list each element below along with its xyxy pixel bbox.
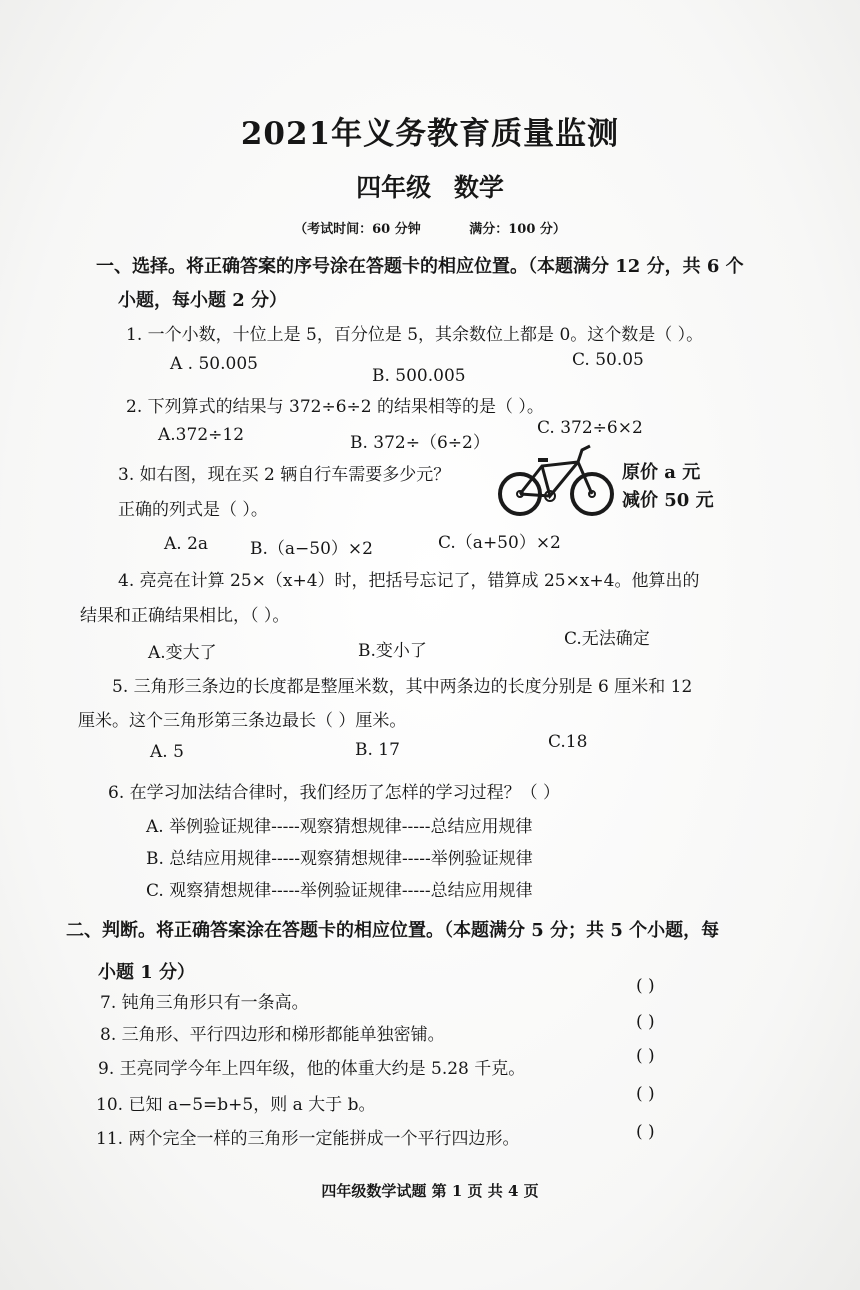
- page-footer: 四年级数学试题 第 1 页 共 4 页: [321, 1182, 539, 1200]
- q3-option-c: C.（a+50）×2: [438, 533, 561, 553]
- judge-item-9: 9. 王亮同学今年上四年级，他的体重大约是 5.28 千克。: [98, 1059, 526, 1079]
- q1-option-b: B. 500.005: [372, 366, 466, 386]
- exam-subtitle: 四年级 数学: [356, 173, 504, 202]
- q5-option-a: A. 5: [150, 742, 184, 762]
- q3-option-a: A. 2a: [164, 534, 209, 554]
- question-2: 2. 下列算式的结果与 372÷6÷2 的结果相等的是（ ）。: [126, 397, 544, 417]
- question-5: 5. 三角形三条边的长度都是整厘米数，其中两条边的长度分别是 6 厘米和 12: [112, 677, 693, 697]
- judge-blank-7: ( ): [636, 976, 655, 996]
- judge-item-11: 11. 两个完全一样的三角形一定能拼成一个平行四边形。: [96, 1129, 520, 1149]
- q6-option-b: B. 总结应用规律-----观察猜想规律-----举例验证规律: [146, 849, 533, 869]
- section1-heading-line2: 小题，每小题 2 分）: [118, 290, 288, 311]
- section1-heading-line1: 一、选择。将正确答案的序号涂在答题卡的相应位置。（本题满分 12 分，共 6 个: [96, 256, 744, 277]
- q4-option-c: C.无法确定: [564, 629, 650, 649]
- judge-blank-10: ( ): [636, 1084, 655, 1104]
- judge-blank-9: ( ): [636, 1046, 655, 1066]
- q6-option-a: A. 举例验证规律-----观察猜想规律-----总结应用规律: [146, 817, 533, 837]
- exam-info: [0, 218, 860, 237]
- judge-item-8: 8. 三角形、平行四边形和梯形都能单独密铺。: [100, 1025, 445, 1045]
- q4-option-a: A.变大了: [148, 643, 217, 663]
- original-price: 原价 a 元: [622, 462, 701, 483]
- question-3: 3. 如右图，现在买 2 辆自行车需要多少元？: [118, 465, 451, 485]
- exam-score: 满分：100 分）: [469, 222, 566, 237]
- bicycle-image: [494, 442, 618, 520]
- question-6: 6. 在学习加法结合律时，我们经历了怎样的学习过程？（ ）: [108, 783, 561, 803]
- q6-option-c: C. 观察猜想规律-----举例验证规律-----总结应用规律: [146, 881, 533, 901]
- q3-option-b: B.（a−50）×2: [250, 539, 373, 559]
- question-4-line2: 结果和正确结果相比，（ ）。: [80, 606, 290, 626]
- judge-blank-8: ( ): [636, 1012, 655, 1032]
- q2-option-a: A.372÷12: [158, 425, 245, 445]
- section2-heading-line2: 小题 1 分）: [98, 962, 196, 983]
- bicycle-icon: [494, 442, 618, 520]
- judge-blank-11: ( ): [636, 1122, 655, 1142]
- q1-option-c: C. 50.05: [572, 350, 644, 370]
- q4-option-b: B.变小了: [358, 641, 427, 661]
- section2-heading-line1: 二、判断。将正确答案涂在答题卡的相应位置。（本题满分 5 分；共 5 个小题，每: [66, 920, 720, 941]
- question-3-line2: 正确的列式是（ ）。: [118, 500, 268, 520]
- q5-option-c: C.18: [548, 732, 588, 752]
- q1-option-a: A . 50.005: [170, 354, 258, 374]
- judge-item-10: 10. 已知 a−5=b+5，则 a 大于 b。: [96, 1095, 376, 1115]
- discount: 减价 50 元: [622, 490, 714, 511]
- q2-option-c: C. 372÷6×2: [537, 418, 643, 438]
- judge-item-7: 7. 钝角三角形只有一条高。: [100, 993, 309, 1013]
- question-5-line2: 厘米。这个三角形第三条边最长（ ）厘米。: [78, 711, 407, 731]
- question-1: 1. 一个小数，十位上是 5，百分位是 5，其余数位上都是 0。这个数是（ ）。: [126, 325, 704, 345]
- exam-time: （考试时间：60 分钟: [294, 222, 421, 237]
- exam-title: 2021年义务教育质量监测: [240, 116, 620, 152]
- question-4: 4. 亮亮在计算 25×（x+4）时，把括号忘记了，错算成 25×x+4。他算出的: [118, 571, 700, 591]
- q2-option-b: B. 372÷（6÷2）: [350, 433, 490, 453]
- q5-option-b: B. 17: [355, 740, 400, 760]
